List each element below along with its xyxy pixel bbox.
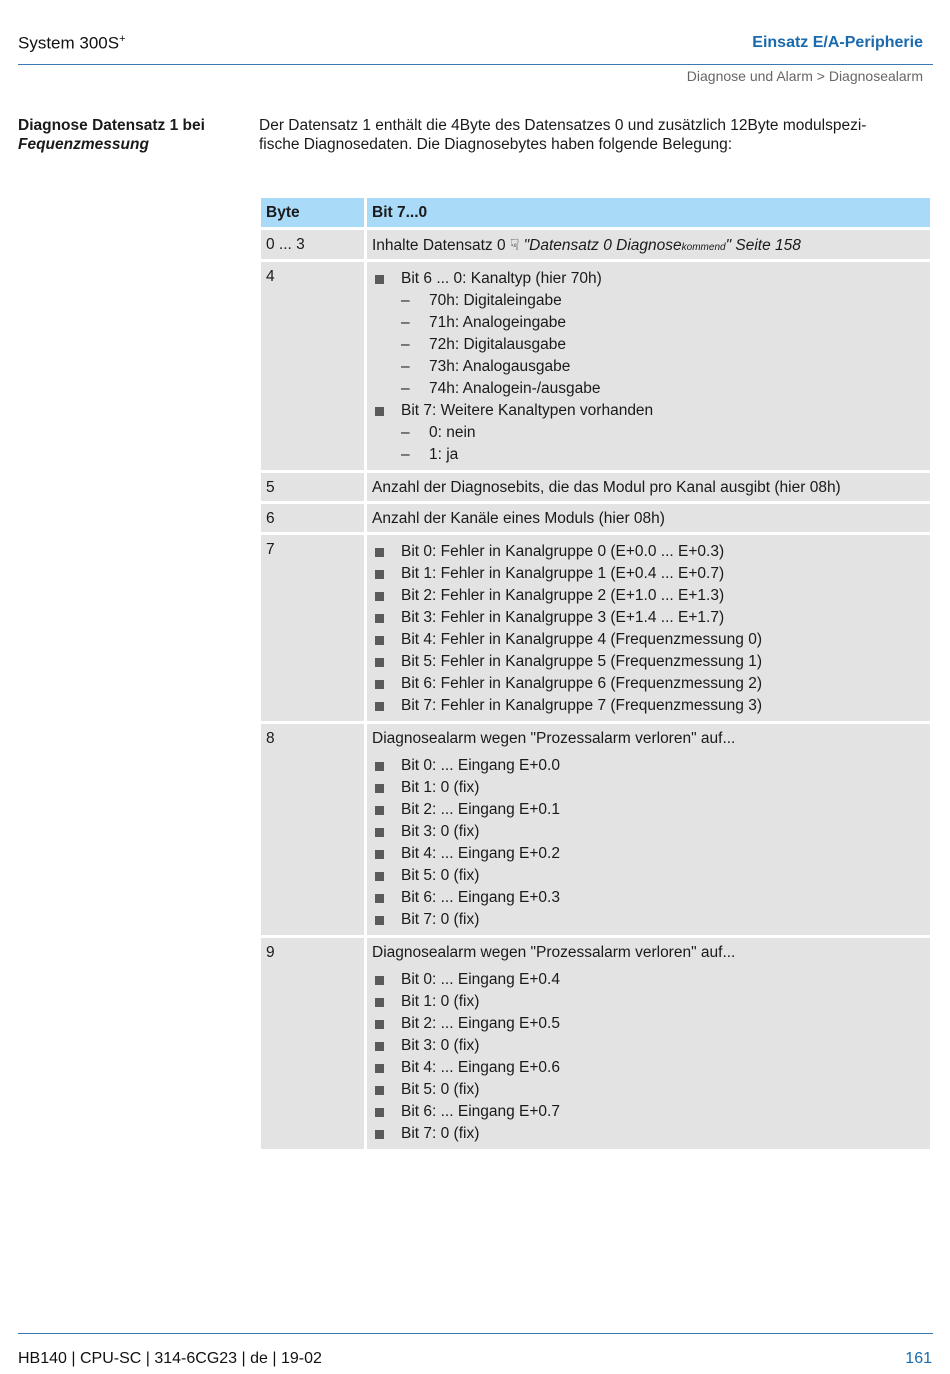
column-header-byte: Byte <box>261 198 364 227</box>
list-item: Bit 6: Fehler in Kanalgruppe 6 (Frequenzmessung 2) <box>372 673 924 695</box>
list-item: – 1: ja <box>372 444 924 466</box>
list-item: Bit 2: ... Eingang E+0.5 <box>372 1013 924 1035</box>
list-item: Bit 4: ... Eingang E+0.6 <box>372 1057 924 1079</box>
list-item: – 0: nein <box>372 422 924 444</box>
cell-text: Diagnosealarm wegen "Prozessalarm verloren" auf... <box>372 730 736 747</box>
list-item: Bit 2: Fehler in Kanalgruppe 2 (E+1.0 ... E+1.3) <box>372 585 924 607</box>
table-row <box>261 473 930 501</box>
list-item: Bit 2: ... Eingang E+0.1 <box>372 799 924 821</box>
list-item: Bit 7: 0 (fix) <box>372 1123 924 1145</box>
list-item: Bit 4: ... Eingang E+0.2 <box>372 843 924 865</box>
list-item: Bit 6 ... 0: Kanaltyp (hier 70h) <box>372 268 924 290</box>
list-item: Bit 1: Fehler in Kanalgruppe 1 (E+0.4 ... E+0.7) <box>372 563 924 585</box>
byte-cell: 6 <box>261 504 364 532</box>
column-header-bits: Bit 7...0 <box>367 198 930 227</box>
page-reference-link[interactable]: "Datensatz 0 Diagnosekommend" Seite 158 <box>523 237 801 254</box>
bit-list <box>372 268 924 466</box>
list-item: Bit 6: ... Eingang E+0.3 <box>372 887 924 909</box>
table-row <box>261 535 930 721</box>
cell-text: Diagnosealarm wegen "Prozessalarm verloren" auf... <box>372 944 736 961</box>
list-item: Bit 1: 0 (fix) <box>372 991 924 1013</box>
bit-list <box>372 755 924 931</box>
table-row <box>261 262 930 470</box>
list-item: Bit 7: 0 (fix) <box>372 909 924 931</box>
list-item: Bit 4: Fehler in Kanalgruppe 4 (Frequenzmessung 0) <box>372 629 924 651</box>
byte-cell: 4 <box>261 262 364 470</box>
content-cell <box>367 535 930 721</box>
table-row <box>261 724 930 935</box>
list-item: Bit 0: Fehler in Kanalgruppe 0 (E+0.0 ... E+0.3) <box>372 541 924 563</box>
byte-cell: 8 <box>261 724 364 935</box>
page-number: 161 <box>905 1350 932 1367</box>
list-item: Bit 7: Fehler in Kanalgruppe 7 (Frequenzmessung 3) <box>372 695 924 717</box>
content-cell <box>367 724 930 935</box>
content-cell: Inhalte Datensatz 0 ☟ "Datensatz 0 Diagnosekommend" Seite 158 <box>367 230 930 259</box>
breadcrumb: Diagnose und Alarm > Diagnosealarm <box>686 68 923 84</box>
list-item: Bit 5: Fehler in Kanalgruppe 5 (Frequenzmessung 1) <box>372 651 924 673</box>
list-item: Bit 1: 0 (fix) <box>372 777 924 799</box>
list-item: – 74h: Analogein-/ausgabe <box>372 378 924 400</box>
hand-pointer-icon: ☟ <box>509 237 520 254</box>
header-divider <box>18 64 933 65</box>
list-item: Bit 0: ... Eingang E+0.4 <box>372 969 924 991</box>
section-heading: Diagnose Datensatz 1 bei Fequenzmessung <box>18 117 205 153</box>
list-item: Bit 5: 0 (fix) <box>372 1079 924 1101</box>
byte-cell: 5 <box>261 473 364 501</box>
bit-list <box>372 541 924 717</box>
chapter-title: Einsatz E/A-Peripherie <box>752 34 923 51</box>
table-row <box>261 504 930 532</box>
footer-divider <box>18 1333 933 1334</box>
content-cell: Anzahl der Kanäle eines Moduls (hier 08h) <box>367 504 930 532</box>
content-cell: Anzahl der Diagnosebits, die das Modul pro Kanal ausgibt (hier 08h) <box>367 473 930 501</box>
byte-cell: 9 <box>261 938 364 1149</box>
bit-list <box>372 969 924 1145</box>
table-header-row <box>261 198 930 227</box>
list-item: – 72h: Digitalausgabe <box>372 334 924 356</box>
diagnose-table <box>258 195 933 1152</box>
list-item: Bit 7: Weitere Kanaltypen vorhanden <box>372 400 924 422</box>
footer-document-id: HB140 | CPU-SC | 314-6CG23 | de | 19-02 <box>18 1350 322 1367</box>
list-item: – 73h: Analogausgabe <box>372 356 924 378</box>
list-item: Bit 3: 0 (fix) <box>372 821 924 843</box>
document-system-title: System 300S+ <box>18 33 126 53</box>
list-item: Bit 3: 0 (fix) <box>372 1035 924 1057</box>
content-cell <box>367 262 930 470</box>
list-item: – 71h: Analogeingabe <box>372 312 924 334</box>
byte-cell: 7 <box>261 535 364 721</box>
byte-cell: 0 ... 3 <box>261 230 364 259</box>
list-item: Bit 5: 0 (fix) <box>372 865 924 887</box>
list-item: – 70h: Digitaleingabe <box>372 290 924 312</box>
intro-paragraph: Der Datensatz 1 enthält die 4Byte des Datensatzes 0 und zusätzlich 12Byte modulspezi- fische Diagnosedaten. Die Diagnosebytes haben folgende Belegung: <box>259 117 867 153</box>
content-cell <box>367 938 930 1149</box>
list-item: Bit 6: ... Eingang E+0.7 <box>372 1101 924 1123</box>
list-item: Bit 0: ... Eingang E+0.0 <box>372 755 924 777</box>
list-item: Bit 3: Fehler in Kanalgruppe 3 (E+1.4 ... E+1.7) <box>372 607 924 629</box>
table-row <box>261 230 930 259</box>
table-row <box>261 938 930 1149</box>
